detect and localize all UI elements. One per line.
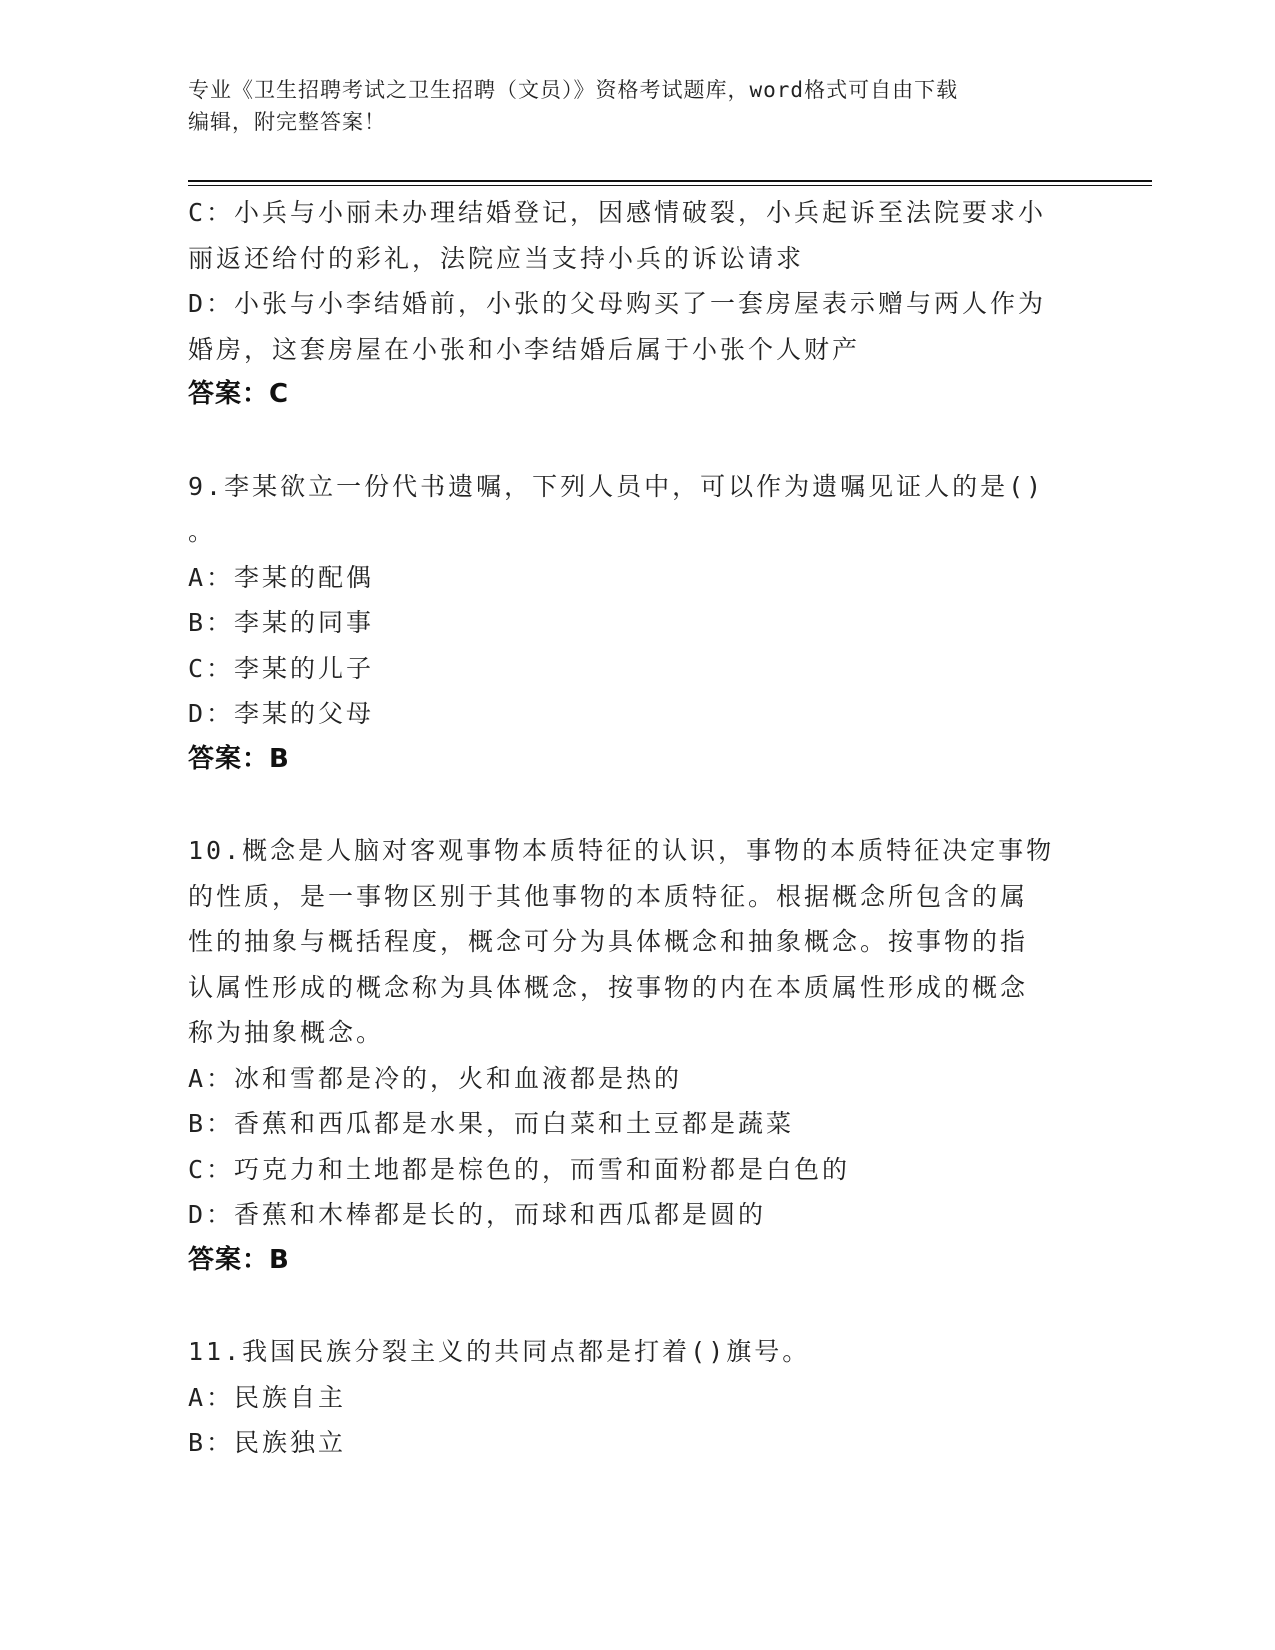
spacer <box>188 1283 1088 1329</box>
spacer <box>188 782 1088 828</box>
question-stem-line-2: 。 <box>188 517 217 546</box>
answer-label: 答案：C <box>188 379 290 409</box>
question-stem-line-2: 的性质，是一事物区别于其他事物的本质特征。根据概念所包含的属 <box>188 881 1029 911</box>
option-d-line-1: D：小张与小李结婚前，小张的父母购买了一套房屋表示赠与两人作为 <box>188 289 1047 318</box>
option-c-line-2: 丽返还给付的彩礼，法院应当支持小兵的诉讼请求 <box>188 243 805 273</box>
question-stem-line-1: 10.概念是人脑对客观事物本质特征的认识，事物的本质特征决定事物 <box>188 836 1055 865</box>
option-c: C：李某的儿子 <box>188 653 375 683</box>
answer-label: 答案：B <box>188 1244 290 1275</box>
option-b: B：香蕉和西瓜都是水果，而白菜和土豆都是蔬菜 <box>188 1109 795 1138</box>
header-divider-thick <box>188 180 1152 182</box>
question-stem-line-1: 11.我国民族分裂主义的共同点都是打着()旗号。 <box>188 1337 811 1366</box>
option-d: D：香蕉和木棒都是长的，而球和西瓜都是圆的 <box>188 1200 767 1229</box>
option-c-line-1: C：小兵与小丽未办理结婚登记，因感情破裂，小兵起诉至法院要求小 <box>188 198 1047 227</box>
question-8-continued <box>188 190 1088 418</box>
spacer <box>188 418 1088 464</box>
question-10 <box>188 828 1088 1283</box>
question-list <box>188 190 1088 1466</box>
option-b: B：民族独立 <box>188 1428 347 1457</box>
question-11 <box>188 1329 1088 1466</box>
question-stem-line-5: 称为抽象概念。 <box>188 1018 385 1047</box>
option-a: A：李某的配偶 <box>188 562 375 592</box>
option-b: B：李某的同事 <box>188 608 375 637</box>
question-stem-line-4: 认属性形成的概念称为具体概念，按事物的内在本质属性形成的概念 <box>188 972 1029 1002</box>
option-a: A：民族自主 <box>188 1382 347 1412</box>
header-divider-thin <box>188 185 1152 186</box>
document-header <box>188 74 1088 138</box>
question-stem-line-1: 9.李某欲立一份代书遗嘱，下列人员中，可以作为遗嘱见证人的是() <box>188 471 1045 501</box>
option-d-line-2: 婚房，这套房屋在小张和小李结婚后属于小张个人财产 <box>188 334 861 364</box>
question-9 <box>188 464 1088 783</box>
header-line-1: 专业《卫生招聘考试之卫生招聘（文员）》资格考试题库，word格式可自由下载 <box>188 78 959 102</box>
option-d: D：李某的父母 <box>188 699 375 728</box>
question-stem-line-3: 性的抽象与概括程度，概念可分为具体概念和抽象概念。按事物的指 <box>188 927 1029 956</box>
header-line-2: 编辑，附完整答案！ <box>188 110 386 134</box>
option-a: A：冰和雪都是冷的，火和血液都是热的 <box>188 1063 683 1093</box>
answer-label: 答案：B <box>188 743 290 774</box>
option-c: C：巧克力和土地都是棕色的，而雪和面粉都是白色的 <box>188 1154 851 1184</box>
